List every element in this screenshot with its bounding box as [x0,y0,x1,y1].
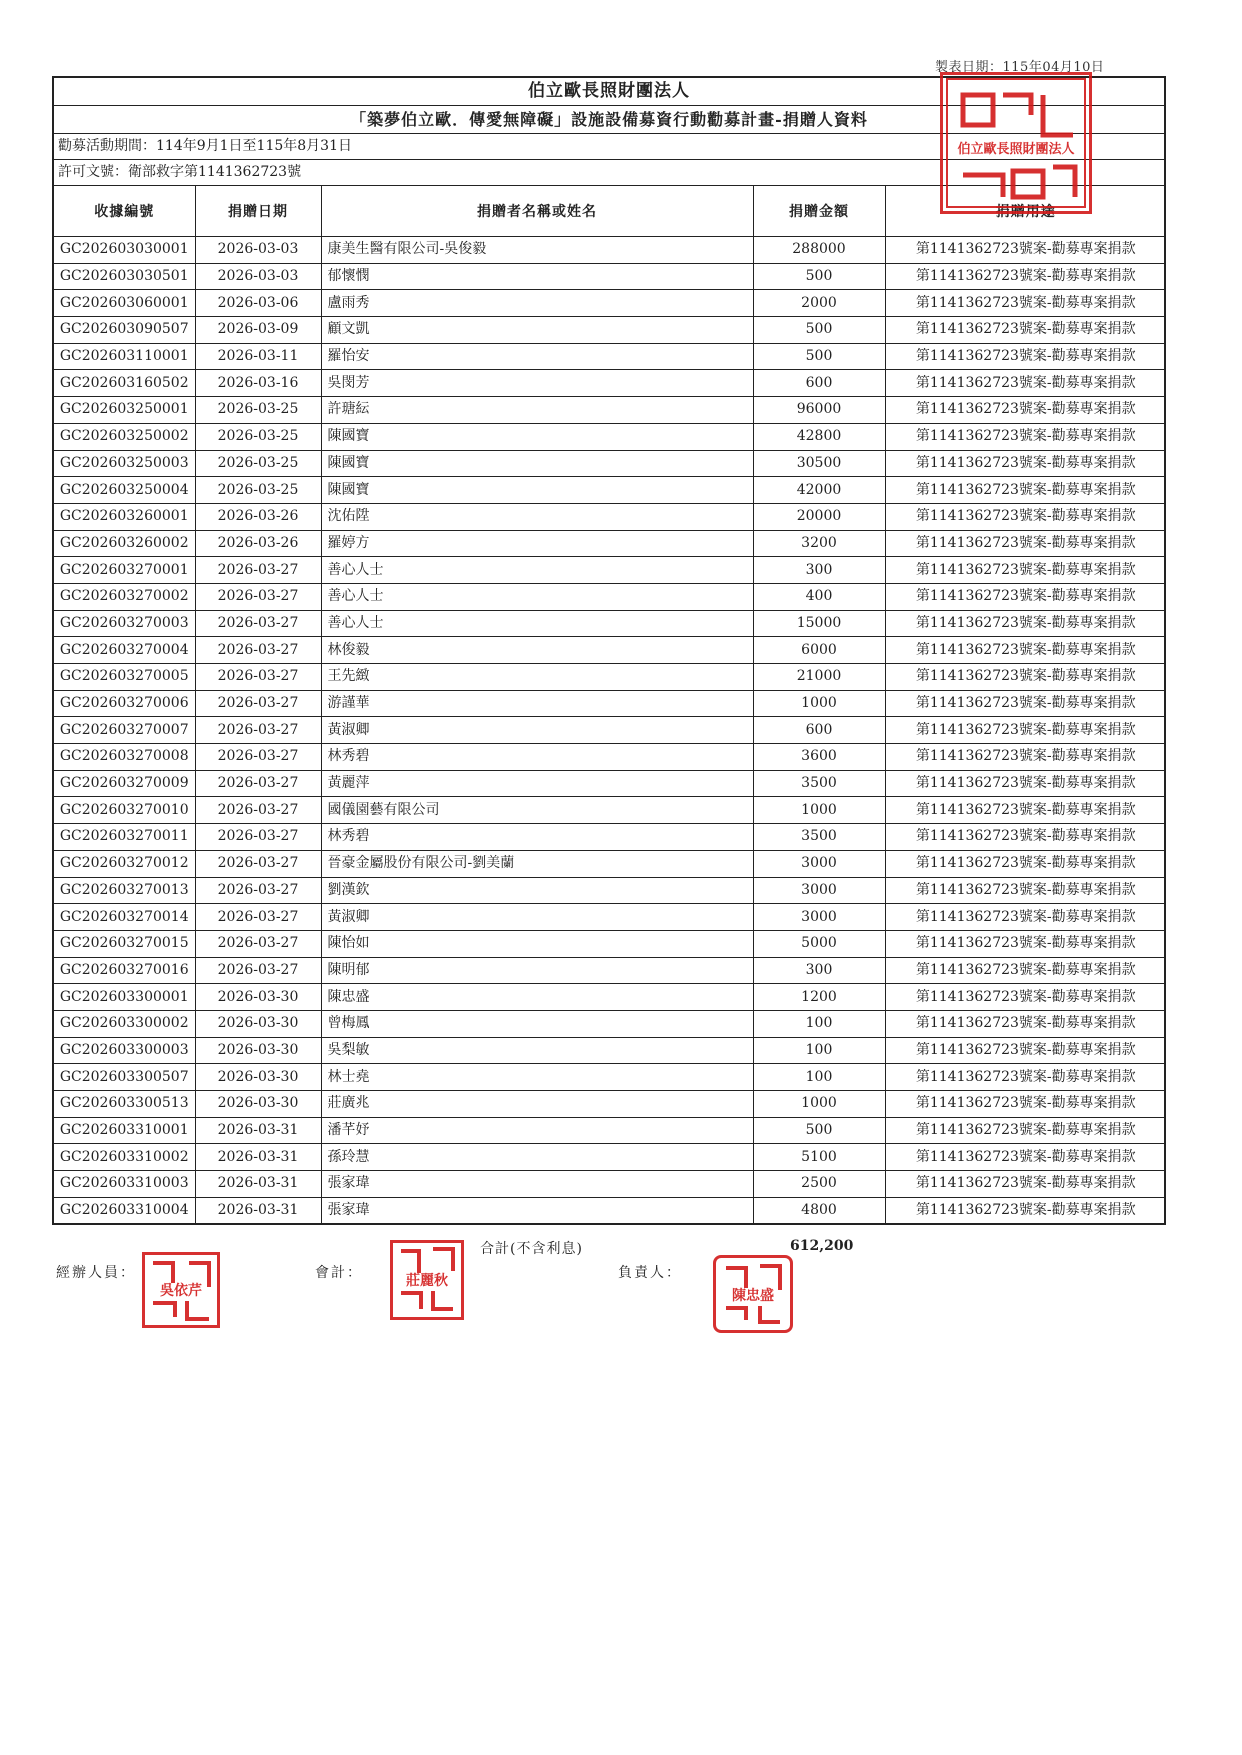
table-row [54,1144,1166,1171]
donation-purpose-cell: 第1141362723號案-勸募專案捐款 [885,664,1166,691]
donation-amount-cell: 500 [753,317,885,344]
donation-date-cell: 2026-03-06 [195,290,321,317]
donation-amount-cell: 500 [753,263,885,290]
donor-name-cell: 陳國寶 [321,450,753,477]
donation-date-cell: 2026-03-27 [195,690,321,717]
donation-date-cell: 2026-03-25 [195,450,321,477]
donation-purpose-cell: 第1141362723號案-勸募專案捐款 [885,423,1166,450]
donor-name-cell: 張家瑋 [321,1197,753,1223]
donation-purpose-cell: 第1141362723號案-勸募專案捐款 [885,290,1166,317]
donation-amount-cell: 3000 [753,850,885,877]
donor-name-cell: 林俊毅 [321,637,753,664]
table-row [54,744,1166,771]
receipt-no-cell: GC202603060001 [54,290,195,317]
col-receipt-no: 收據編號 [54,186,195,237]
donation-date-cell: 2026-03-30 [195,1091,321,1118]
donation-amount-cell: 6000 [753,637,885,664]
donation-date-cell: 2026-03-03 [195,237,321,264]
donation-purpose-cell: 第1141362723號案-勸募專案捐款 [885,850,1166,877]
donation-amount-cell: 3000 [753,877,885,904]
receipt-no-cell: GC202603270011 [54,824,195,851]
donation-amount-cell: 400 [753,583,885,610]
donation-date-cell: 2026-03-31 [195,1117,321,1144]
table-row [54,610,1166,637]
donor-name-cell: 林秀碧 [321,824,753,851]
receipt-no-cell: GC202603270013 [54,877,195,904]
donation-purpose-cell: 第1141362723號案-勸募專案捐款 [885,263,1166,290]
donation-purpose-cell: 第1141362723號案-勸募專案捐款 [885,503,1166,530]
donation-amount-cell: 600 [753,370,885,397]
receipt-no-cell: GC202603300507 [54,1064,195,1091]
activity-period: 勸募活動期間：114年9月1日至115年8月31日 [54,134,1164,160]
donation-date-cell: 2026-03-27 [195,744,321,771]
receipt-no-cell: GC202603260001 [54,503,195,530]
donation-purpose-cell: 第1141362723號案-勸募專案捐款 [885,824,1166,851]
table-row [54,343,1166,370]
table-row [54,1091,1166,1118]
donation-date-cell: 2026-03-25 [195,477,321,504]
receipt-no-cell: GC202603090507 [54,317,195,344]
receipt-no-cell: GC202603250004 [54,477,195,504]
receipt-no-cell: GC202603160502 [54,370,195,397]
donation-date-cell: 2026-03-27 [195,717,321,744]
print-date: 製表日期：115年04月10日 [935,60,1105,75]
donation-amount-cell: 300 [753,957,885,984]
accountant-seal-text: 莊麗秋 [406,1273,448,1289]
receipt-no-cell: GC202603310003 [54,1171,195,1198]
donor-name-cell: 陳國寶 [321,423,753,450]
donation-date-cell: 2026-03-26 [195,530,321,557]
table-row [54,317,1166,344]
receipt-no-cell: GC202603270009 [54,770,195,797]
receipt-no-cell: GC202603300003 [54,1037,195,1064]
donation-amount-cell: 300 [753,557,885,584]
table-row [54,397,1166,424]
donor-name-cell: 善心人士 [321,583,753,610]
donation-date-cell: 2026-03-30 [195,1064,321,1091]
receipt-no-cell: GC202603270014 [54,904,195,931]
receipt-no-cell: GC202603300002 [54,1010,195,1037]
handler-label: 經辦人員： [56,1265,136,1281]
donation-purpose-cell: 第1141362723號案-勸募專案捐款 [885,1064,1166,1091]
table-row [54,797,1166,824]
donor-name-cell: 游謹華 [321,690,753,717]
donor-name-cell: 黃麗萍 [321,770,753,797]
receipt-no-cell: GC202603260002 [54,530,195,557]
donor-name-cell: 吳閔芳 [321,370,753,397]
table-row [54,824,1166,851]
donation-purpose-cell: 第1141362723號案-勸募專案捐款 [885,637,1166,664]
org-title: 伯立歐長照財團法人 [54,78,1164,106]
donation-purpose-cell: 第1141362723號案-勸募專案捐款 [885,1091,1166,1118]
donation-amount-cell: 1200 [753,984,885,1011]
col-amount: 捐贈金額 [753,186,885,237]
receipt-no-cell: GC202603270005 [54,664,195,691]
table-row [54,850,1166,877]
donor-name-cell: 善心人士 [321,610,753,637]
principal-label: 負責人： [618,1265,682,1281]
donation-purpose-cell: 第1141362723號案-勸募專案捐款 [885,1037,1166,1064]
handler-seal-text: 吳依芹 [160,1283,202,1299]
donation-date-cell: 2026-03-27 [195,957,321,984]
donation-purpose-cell: 第1141362723號案-勸募專案捐款 [885,797,1166,824]
donation-amount-cell: 30500 [753,450,885,477]
principal-seal-text: 陳忠盛 [732,1288,774,1304]
receipt-no-cell: GC202603270002 [54,583,195,610]
donor-name-cell: 沈佑陞 [321,503,753,530]
receipt-no-cell: GC202603270015 [54,930,195,957]
donor-name-cell: 康美生醫有限公司-吳俊毅 [321,237,753,264]
donor-name-cell: 劉漢欽 [321,877,753,904]
table-row [54,637,1166,664]
donor-name-cell: 羅怡安 [321,343,753,370]
donation-date-cell: 2026-03-30 [195,1037,321,1064]
total-amount: 612,200 [790,1238,854,1254]
organization-seal-text: 伯立歐長照財團法人 [957,142,1075,157]
table-row [54,930,1166,957]
donation-amount-cell: 2500 [753,1171,885,1198]
donor-name-cell: 潘芊妤 [321,1117,753,1144]
table-row [54,503,1166,530]
donation-amount-cell: 100 [753,1064,885,1091]
donor-name-cell: 張家瑋 [321,1171,753,1198]
col-date: 捐贈日期 [195,186,321,237]
donation-date-cell: 2026-03-27 [195,664,321,691]
donation-purpose-cell: 第1141362723號案-勸募專案捐款 [885,904,1166,931]
donation-purpose-cell: 第1141362723號案-勸募專案捐款 [885,530,1166,557]
donation-purpose-cell: 第1141362723號案-勸募專案捐款 [885,450,1166,477]
donor-name-cell: 善心人士 [321,557,753,584]
donation-date-cell: 2026-03-30 [195,1010,321,1037]
donation-purpose-cell: 第1141362723號案-勸募專案捐款 [885,717,1166,744]
table-row [54,423,1166,450]
donor-table [54,186,1166,1223]
permit-number: 許可文號：衛部救字第1141362723號 [54,160,1164,186]
donation-date-cell: 2026-03-27 [195,557,321,584]
table-row [54,877,1166,904]
donation-amount-cell: 600 [753,717,885,744]
table-row [54,450,1166,477]
table-row [54,263,1166,290]
donation-amount-cell: 20000 [753,503,885,530]
donor-name-cell: 林士堯 [321,1064,753,1091]
donation-amount-cell: 15000 [753,610,885,637]
table-row [54,1037,1166,1064]
donation-amount-cell: 1000 [753,1091,885,1118]
donation-purpose-cell: 第1141362723號案-勸募專案捐款 [885,930,1166,957]
donation-amount-cell: 3600 [753,744,885,771]
plan-title: 「築夢伯立歐．傳愛無障礙」設施設備募資行動勸募計畫-捐贈人資料 [54,106,1164,134]
donor-name-cell: 陳忠盛 [321,984,753,1011]
receipt-no-cell: GC202603250001 [54,397,195,424]
donation-amount-cell: 100 [753,1037,885,1064]
donation-date-cell: 2026-03-27 [195,610,321,637]
receipt-no-cell: GC202603270010 [54,797,195,824]
donation-purpose-cell: 第1141362723號案-勸募專案捐款 [885,583,1166,610]
table-row [54,557,1166,584]
receipt-no-cell: GC202603310002 [54,1144,195,1171]
table-row [54,237,1166,264]
donor-name-cell: 許瑭紜 [321,397,753,424]
col-purpose: 捐贈用途 [885,186,1166,237]
donation-purpose-cell: 第1141362723號案-勸募專案捐款 [885,957,1166,984]
donation-date-cell: 2026-03-11 [195,343,321,370]
donation-date-cell: 2026-03-27 [195,850,321,877]
donor-name-cell: 林秀碧 [321,744,753,771]
donation-purpose-cell: 第1141362723號案-勸募專案捐款 [885,1171,1166,1198]
receipt-no-cell: GC202603310004 [54,1197,195,1223]
donation-amount-cell: 3000 [753,904,885,931]
donor-name-cell: 孫玲慧 [321,1144,753,1171]
donor-name-cell: 王先緻 [321,664,753,691]
donation-amount-cell: 21000 [753,664,885,691]
donation-amount-cell: 100 [753,1010,885,1037]
donor-name-cell: 晉豪金屬股份有限公司-劉美蘭 [321,850,753,877]
donor-name-cell: 顧文凱 [321,317,753,344]
principal-seal [713,1255,793,1333]
donation-purpose-cell: 第1141362723號案-勸募專案捐款 [885,557,1166,584]
total-label: 合計(不含利息) [480,1241,583,1257]
receipt-no-cell: GC202603300513 [54,1091,195,1118]
donor-name-cell: 國儀園藝有限公司 [321,797,753,824]
receipt-no-cell: GC202603270006 [54,690,195,717]
donation-purpose-cell: 第1141362723號案-勸募專案捐款 [885,984,1166,1011]
organization-seal [940,72,1092,214]
donation-date-cell: 2026-03-26 [195,503,321,530]
table-row [54,583,1166,610]
donor-name-cell: 莊廣兆 [321,1091,753,1118]
table-row [54,370,1166,397]
donation-purpose-cell: 第1141362723號案-勸募專案捐款 [885,770,1166,797]
col-donor-name: 捐贈者名稱或姓名 [321,186,753,237]
donation-amount-cell: 288000 [753,237,885,264]
receipt-no-cell: GC202603270007 [54,717,195,744]
table-row [54,770,1166,797]
donation-purpose-cell: 第1141362723號案-勸募專案捐款 [885,1144,1166,1171]
donor-name-cell: 陳國寶 [321,477,753,504]
table-row [54,957,1166,984]
donation-amount-cell: 1000 [753,690,885,717]
donation-date-cell: 2026-03-27 [195,877,321,904]
donor-name-cell: 吳梨敏 [321,1037,753,1064]
table-row [54,717,1166,744]
table-row [54,477,1166,504]
donation-amount-cell: 96000 [753,397,885,424]
accountant-seal [390,1240,464,1320]
donation-amount-cell: 5100 [753,1144,885,1171]
donor-name-cell: 曾梅鳳 [321,1010,753,1037]
receipt-no-cell: GC202603030501 [54,263,195,290]
donation-date-cell: 2026-03-25 [195,397,321,424]
table-row [54,1197,1166,1223]
table-row [54,1171,1166,1198]
donor-name-cell: 郁懷憫 [321,263,753,290]
donation-purpose-cell: 第1141362723號案-勸募專案捐款 [885,237,1166,264]
table-row [54,290,1166,317]
donation-purpose-cell: 第1141362723號案-勸募專案捐款 [885,1117,1166,1144]
donation-date-cell: 2026-03-16 [195,370,321,397]
donation-amount-cell: 500 [753,343,885,370]
donation-date-cell: 2026-03-27 [195,637,321,664]
table-row [54,984,1166,1011]
donation-amount-cell: 5000 [753,930,885,957]
donation-date-cell: 2026-03-25 [195,423,321,450]
donation-purpose-cell: 第1141362723號案-勸募專案捐款 [885,343,1166,370]
receipt-no-cell: GC202603110001 [54,343,195,370]
donation-date-cell: 2026-03-31 [195,1144,321,1171]
receipt-no-cell: GC202603270008 [54,744,195,771]
receipt-no-cell: GC202603310001 [54,1117,195,1144]
receipt-no-cell: GC202603030001 [54,237,195,264]
donation-date-cell: 2026-03-27 [195,583,321,610]
donation-purpose-cell: 第1141362723號案-勸募專案捐款 [885,744,1166,771]
donor-name-cell: 盧雨秀 [321,290,753,317]
donation-amount-cell: 42800 [753,423,885,450]
donation-amount-cell: 2000 [753,290,885,317]
donor-name-cell: 羅婷方 [321,530,753,557]
donation-amount-cell: 500 [753,1117,885,1144]
donor-name-cell: 陳怡如 [321,930,753,957]
donation-amount-cell: 1000 [753,797,885,824]
donation-amount-cell: 3500 [753,824,885,851]
donation-date-cell: 2026-03-27 [195,904,321,931]
donation-date-cell: 2026-03-31 [195,1197,321,1223]
donation-purpose-cell: 第1141362723號案-勸募專案捐款 [885,877,1166,904]
receipt-no-cell: GC202603300001 [54,984,195,1011]
donation-purpose-cell: 第1141362723號案-勸募專案捐款 [885,1197,1166,1223]
donation-date-cell: 2026-03-30 [195,984,321,1011]
receipt-no-cell: GC202603250002 [54,423,195,450]
donation-purpose-cell: 第1141362723號案-勸募專案捐款 [885,317,1166,344]
donation-purpose-cell: 第1141362723號案-勸募專案捐款 [885,397,1166,424]
donation-date-cell: 2026-03-27 [195,797,321,824]
receipt-no-cell: GC202603270003 [54,610,195,637]
donation-date-cell: 2026-03-27 [195,770,321,797]
handler-seal [142,1252,220,1328]
receipt-no-cell: GC202603250003 [54,450,195,477]
donation-purpose-cell: 第1141362723號案-勸募專案捐款 [885,1010,1166,1037]
donation-purpose-cell: 第1141362723號案-勸募專案捐款 [885,610,1166,637]
table-row [54,1064,1166,1091]
table-row [54,904,1166,931]
donation-amount-cell: 3200 [753,530,885,557]
donation-amount-cell: 3500 [753,770,885,797]
receipt-no-cell: GC202603270012 [54,850,195,877]
donation-date-cell: 2026-03-09 [195,317,321,344]
receipt-no-cell: GC202603270004 [54,637,195,664]
donor-sheet [52,76,1166,1225]
receipt-no-cell: GC202603270016 [54,957,195,984]
receipt-no-cell: GC202603270001 [54,557,195,584]
donation-purpose-cell: 第1141362723號案-勸募專案捐款 [885,370,1166,397]
donation-amount-cell: 4800 [753,1197,885,1223]
donation-amount-cell: 42000 [753,477,885,504]
donation-date-cell: 2026-03-03 [195,263,321,290]
accountant-label: 會計： [315,1265,363,1281]
donor-name-cell: 黃淑卿 [321,904,753,931]
table-row [54,664,1166,691]
donation-purpose-cell: 第1141362723號案-勸募專案捐款 [885,477,1166,504]
table-row [54,690,1166,717]
donor-name-cell: 黃淑卿 [321,717,753,744]
table-row [54,530,1166,557]
table-row [54,1010,1166,1037]
donor-name-cell: 陳明郁 [321,957,753,984]
donation-date-cell: 2026-03-27 [195,824,321,851]
donation-date-cell: 2026-03-31 [195,1171,321,1198]
table-row [54,1117,1166,1144]
donation-purpose-cell: 第1141362723號案-勸募專案捐款 [885,690,1166,717]
donation-date-cell: 2026-03-27 [195,930,321,957]
